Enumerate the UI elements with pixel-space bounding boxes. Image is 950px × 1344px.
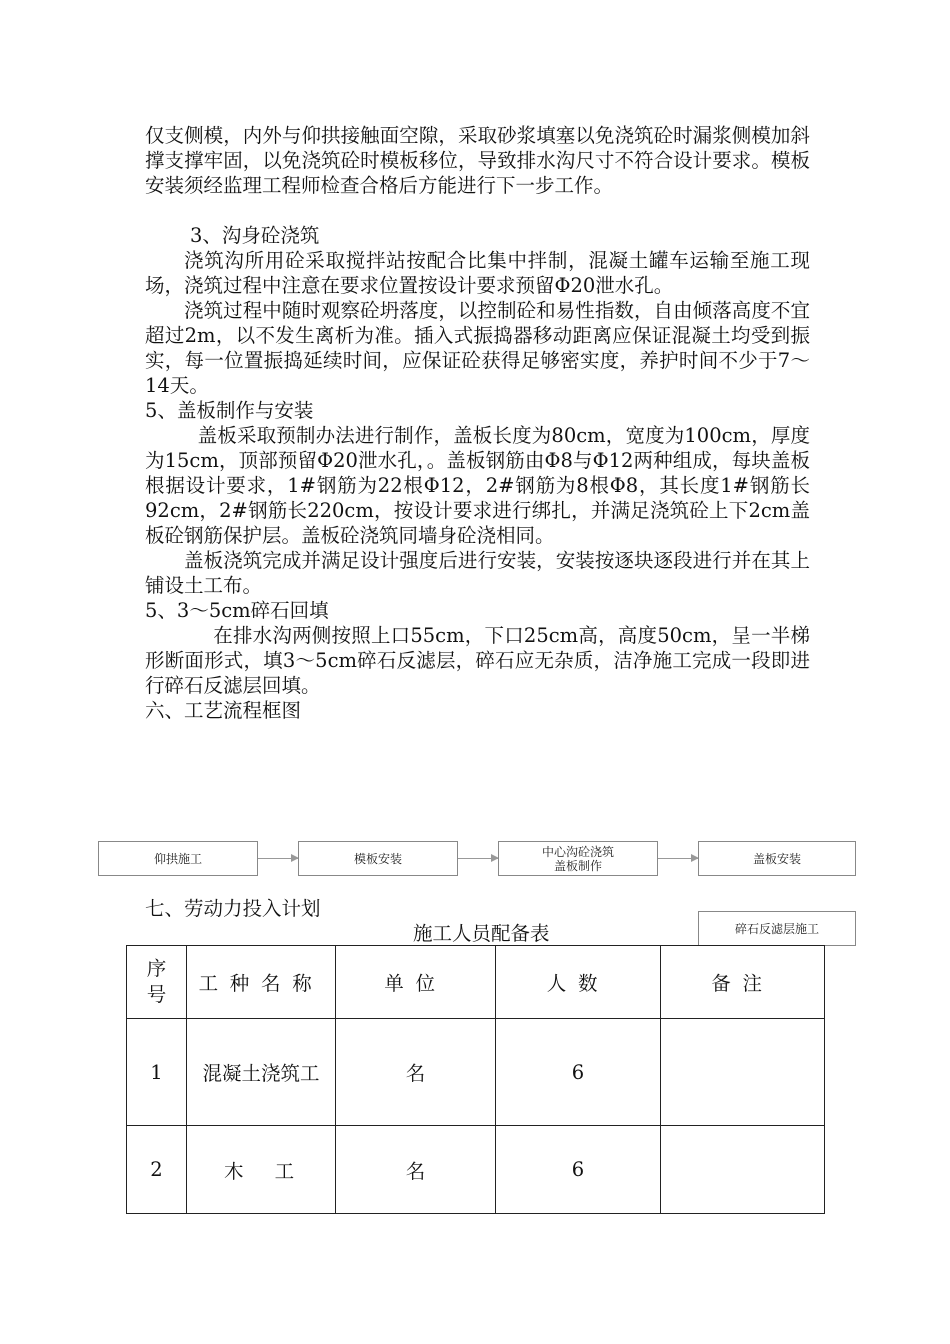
paragraph-cover-plate-2: 盖板浇筑完成并满足设计强度后进行安装，安装按逐块逐段进行并在其上铺设土工布。 [145, 549, 810, 597]
staff-table [126, 945, 825, 1214]
heading-5-gravel-backfill: 5、3～5cm碎石回填 [145, 599, 329, 622]
paragraph-pouring-2: 浇筑过程中随时观察砼坍落度，以控制砼和易性指数，自由倾落高度不宜超过2m，以不发生离析为准。插入式振捣器移动距离应保证混凝土均受到振实，每一位置振捣延续时间，应保证砼获得足够密实度，养护时间不少于7～14天。 [145, 299, 810, 397]
flow-arrow-1 [258, 858, 298, 859]
table-caption: 施工人员配备表 [413, 922, 550, 945]
flow-step-label: 模板安装 [353, 851, 402, 866]
table-row [127, 1019, 825, 1126]
paragraph-formwork: 仅支侧模，内外与仰拱接触面空隙，采取砂浆填塞以免浇筑砼时漏浆侧模加斜撑支撑牢固，以免浇筑砼时模板移位，导致排水沟尺寸不符合设计要求。模板安装须经监理工程师检查合格后方能进行下一步工作。 [145, 124, 810, 197]
cell-unit: 名 [336, 1126, 496, 1214]
cell-seq: 2 [127, 1126, 187, 1214]
cell-count: 6 [496, 1019, 661, 1126]
heading-3-pouring: 3、沟身砼浇筑 [190, 224, 320, 247]
cell-remark [661, 1019, 825, 1126]
paragraph-pouring-1: 浇筑沟所用砼采取搅拌站按配合比集中拌制，混凝土罐车运输至施工现场，浇筑过程中注意在要求位置按设计要求预留Φ20泄水孔。 [145, 249, 810, 297]
flow-step-label: 盖板安装 [752, 851, 801, 866]
flow-arrow-3 [658, 858, 698, 859]
heading-7-labor-plan: 七、劳动力投入计划 [145, 897, 321, 920]
flow-step-invert-construction [98, 841, 258, 876]
table-row [127, 1126, 825, 1214]
cell-count: 6 [496, 1126, 661, 1214]
flow-step-formwork-installation [298, 841, 458, 876]
header-trade: 工种名称 [187, 946, 336, 1019]
cell-trade: 木工 [187, 1126, 336, 1214]
paragraph-cover-plate-1: 盖板采取预制办法进行制作，盖板长度为80cm，宽度为100cm，厚度为15cm，顶部预留Φ20泄水孔，。盖板钢筋由Φ8与Φ12两种组成，每块盖板根据设计要求，1#钢筋为22根Φ12，2#钢筋为8根Φ8，其长度1#钢筋长92cm，2#钢筋长220cm，按设计要求进行绑扎，并满足浇筑砼上下2cm盖板砼钢筋保护层。盖板砼浇筑同墙身砼浇相同。 [145, 424, 810, 547]
heading-6-process-flow: 六、工艺流程框图 [145, 699, 302, 722]
table-header-row [127, 946, 825, 1019]
paragraph-gravel-backfill: 在排水沟两侧按照上口55cm，下口25cm高，高度50cm，呈一半梯形断面形式，填3～5cm碎石反滤层，碎石应无杂质，洁净施工完成一段即进行碎石反滤层回填。 [145, 624, 810, 697]
header-remark: 备注 [661, 946, 825, 1019]
cell-remark [661, 1126, 825, 1214]
header-count: 人数 [496, 946, 661, 1019]
cell-trade: 混凝土浇筑工 [187, 1019, 336, 1126]
flow-arrow-2 [458, 858, 498, 859]
heading-5-cover-plate: 5、盖板制作与安装 [145, 399, 314, 422]
flow-step-center-ditch-pouring [498, 841, 658, 876]
flow-step-gravel-filter-layer [698, 911, 856, 946]
header-seq-line1: 序 [146, 957, 167, 980]
flow-step-label: 碎石反滤层施工 [734, 921, 819, 936]
header-seq-line2: 号 [146, 983, 167, 1006]
flow-step-label-line1: 中心沟砼浇筑 [541, 844, 614, 859]
cell-seq: 1 [127, 1019, 187, 1126]
flow-step-cover-plate-installation [698, 841, 856, 876]
header-unit: 单位 [336, 946, 496, 1019]
flow-step-label: 仰拱施工 [153, 851, 202, 866]
header-seq [127, 946, 187, 1019]
cell-unit: 名 [336, 1019, 496, 1126]
flow-step-label-line2: 盖板制作 [553, 858, 602, 873]
